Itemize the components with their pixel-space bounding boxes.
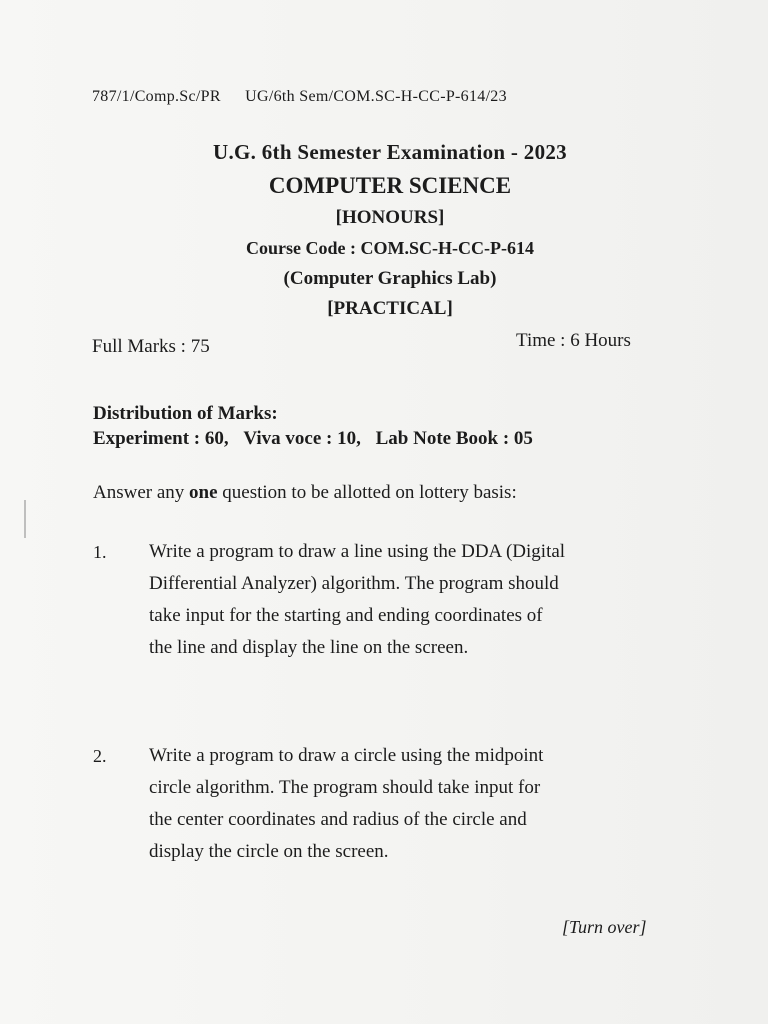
question-line: display the circle on the screen. xyxy=(149,841,389,862)
question-line: the line and display the line on the screen. xyxy=(149,637,469,658)
question-line: take input for the starting and ending coordinates of xyxy=(149,605,543,626)
question-text xyxy=(149,536,694,664)
turn-over-note: [Turn over] xyxy=(562,917,647,937)
time-allowed: Time : 6 Hours xyxy=(516,330,631,351)
question-number: 1. xyxy=(93,542,107,562)
course-name: (Computer Graphics Lab) xyxy=(283,268,497,289)
paper-reference-line xyxy=(92,88,692,106)
subject-title: COMPUTER SCIENCE xyxy=(268,173,512,198)
lab-note-book-marks: Lab Note Book : 05 xyxy=(375,428,533,449)
margin-mark xyxy=(24,500,26,538)
distribution-values xyxy=(93,428,533,450)
instruction-after: question to be allotted on lottery basis: xyxy=(217,482,517,503)
full-marks: Full Marks : 75 xyxy=(92,336,210,357)
question-line: Write a program to draw a circle using the midpoint xyxy=(149,745,544,766)
ref-code: 787/1/Comp.Sc/PR xyxy=(92,88,221,105)
instruction xyxy=(93,482,517,504)
question-number: 2. xyxy=(93,746,107,766)
question-line: the center coordinates and radius of the circle and xyxy=(149,809,527,830)
question-text xyxy=(149,740,694,868)
distribution-heading: Distribution of Marks: xyxy=(93,403,278,424)
instruction-emphasis: one xyxy=(189,482,218,503)
viva-marks: Viva voce : 10, xyxy=(243,428,361,449)
question-line: Differential Analyzer) algorithm. The program should xyxy=(149,573,559,594)
paper-code: UG/6th Sem/COM.SC-H-CC-P-614/23 xyxy=(245,88,507,105)
experiment-marks: Experiment : 60, xyxy=(93,428,229,449)
question-line: circle algorithm. The program should take input for xyxy=(149,777,541,798)
honours-label: [HONOURS] xyxy=(335,207,445,228)
question-line: Write a program to draw a line using the DDA (Digital xyxy=(149,541,566,562)
practical-label: [PRACTICAL] xyxy=(327,298,453,319)
course-code: Course Code : COM.SC-H-CC-P-614 xyxy=(246,238,534,258)
exam-title: U.G. 6th Semester Examination - 2023 xyxy=(213,140,567,164)
instruction-before: Answer any xyxy=(93,482,190,503)
